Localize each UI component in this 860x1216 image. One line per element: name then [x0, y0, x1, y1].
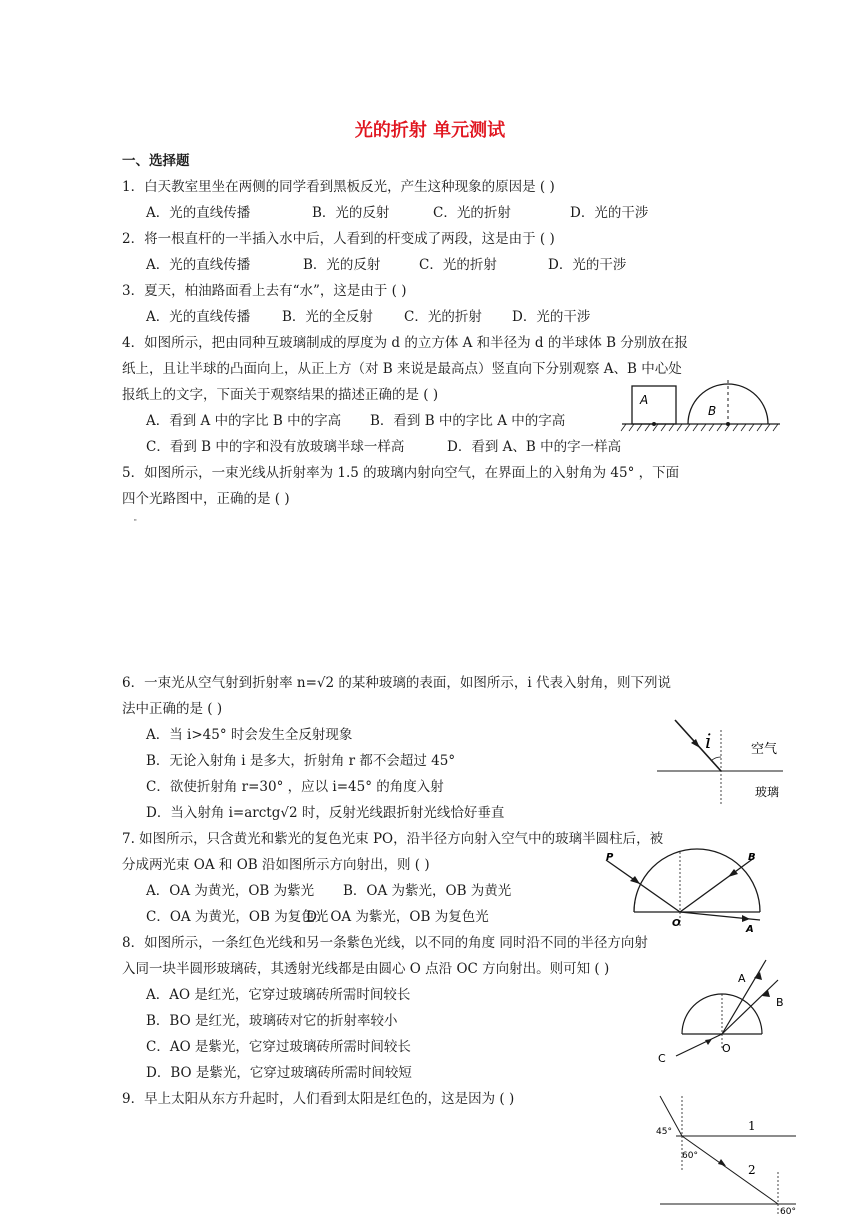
point-o-label: O [672, 918, 681, 929]
q1-option-d: D．光的干涉 [570, 205, 649, 221]
point-b-label: B [748, 852, 756, 863]
point-a-label: A [746, 924, 754, 935]
ray-po [606, 860, 680, 912]
q1-option-c: C．光的折射 [433, 205, 511, 221]
q4-option-d: D．看到 A、B 中的字一样高 [447, 439, 622, 455]
label-c: C [658, 1052, 666, 1065]
point-p-label: P [606, 852, 614, 863]
q7-option-b: B．OA 为紫光，OB 为黄光 [343, 883, 512, 899]
q7-figure [600, 848, 770, 934]
ray-through [682, 1136, 778, 1204]
q7-option-a: A．OA 为黄光，OB 为紫光 [146, 883, 315, 899]
q4-line-1: 4．如图所示，把由同种互玻璃制成的厚度为 d 的立方体 A 和半径为 d 的半球体 B 分别放在报 [122, 335, 688, 351]
q6-figure [655, 708, 785, 808]
q8-option-b: B．BO 是红光，玻璃砖对它的折射率较小 [146, 1013, 398, 1029]
q5-line-2: 四个光路图中，正确的是 ( ) [122, 491, 290, 507]
q7-line-1: 7. 如图所示，只含黄光和紫光的复色光束 PO，沿半径方向射入空气中的玻璃半圆柱后，被 [122, 831, 664, 847]
cube-a [632, 386, 676, 424]
q6-option-c: C．欲使折射角 r=30° ，应以 i=45° 的角度入射 [146, 779, 444, 795]
q6-option-a: A．当 i>45° 时会发生全反射现象 [146, 727, 353, 743]
q6-option-d: D．当入射角 i=arctg√2 时，反射光线跟折射光线恰好垂直 [146, 805, 505, 821]
q3-stem: 3．夏天，柏油路面看上去有“水”，这是由于 ( ) [122, 283, 407, 299]
q3-option-d: D．光的干涉 [512, 309, 591, 325]
q7-option-d: D．OA 为紫光，OB 为复色光 [306, 909, 489, 925]
cube-label: A [640, 393, 649, 407]
q6-option-b: B．无论入射角 i 是多大，折射角 r 都不会超过 45° [146, 753, 456, 769]
ray-b [722, 980, 778, 1034]
hemisphere-label: B [708, 404, 717, 418]
q8-line-1: 8．如图所示，一条红色光线和另一条紫色光线，以不同的角度 同时沿不同的半径方向射 [122, 935, 648, 951]
q4-line-2: 纸上，且让半球的凸面向上，从正上方（对 B 来说是最高点）竖直向下分别观察 A、B 中心处 [122, 361, 682, 377]
label-a: A [738, 972, 746, 985]
q2-stem: 2．将一根直杆的一半插入水中后，人看到的杆变成了两段，这是由于 ( ) [122, 231, 555, 247]
q3-option-b: B．光的全反射 [282, 309, 373, 325]
ray-ob [680, 858, 754, 912]
q6-line-1: 6．一束光从空气射到折射率 n=√2 的某种玻璃的表面，如图所示，i 代表入射角，则下列说 [122, 675, 671, 691]
q4-option-b: B．看到 B 中的字比 A 中的字高 [370, 413, 566, 429]
q8-option-c: C．AO 是紫光，它穿过玻璃砖所需时间较长 [146, 1039, 411, 1055]
q4-line-3: 报纸上的文字，下面关于观察结果的描述正确的是 ( ) [122, 387, 439, 403]
q4-option-c: C．看到 B 中的字和没有放玻璃半球一样高 [146, 439, 405, 455]
q1-stem: 1．白天教室里坐在两侧的同学看到黑板反光，产生这种现象的原因是 ( ) [122, 179, 555, 195]
q7-option-c: C．OA 为黄光，OB 为复色光 [146, 909, 329, 925]
q9-figure [654, 1092, 800, 1216]
q4-option-a: A．看到 A 中的字比 B 中的字高 [146, 413, 342, 429]
q3-option-a: A．光的直线传播 [146, 309, 251, 325]
q4-figure [618, 360, 783, 436]
q9-line-1: 9．早上太阳从东方升起时，人们看到太阳是红色的，这是因为 ( ) [122, 1091, 515, 1107]
q8-figure [650, 958, 795, 1068]
q8-line-2: 入同一块半圆形玻璃砖，其透射光线都是由圆心 O 点沿 OC 方向射出。则可知 ( ) [122, 961, 610, 977]
layer-1-label: 1 [748, 1119, 756, 1133]
angle-45-label: 45° [656, 1127, 672, 1137]
label-o: O [722, 1042, 731, 1055]
q3-option-c: C．光的折射 [404, 309, 482, 325]
q1-option-b: B．光的反射 [312, 205, 390, 221]
layer-2-label: 2 [748, 1163, 756, 1177]
glass-label: 玻璃 [755, 785, 780, 799]
air-label: 空气 [751, 742, 778, 757]
q5-image-placeholder-mark: " [134, 519, 137, 526]
q2-option-c: C．光的折射 [419, 257, 497, 273]
label-b: B [776, 996, 784, 1009]
q2-option-a: A．光的直线传播 [146, 257, 251, 273]
q7-line-2: 分成两光束 OA 和 OB 沿如图所示方向射出，则 ( ) [122, 857, 430, 873]
q8-option-d: D．BO 是紫光，它穿过玻璃砖所需时间较短 [146, 1065, 412, 1081]
section-heading: 一、选择题 [122, 153, 190, 169]
ray-c [676, 1034, 722, 1056]
angle-i-label: i [705, 729, 712, 753]
q5-line-1: 5．如图所示，一束光线从折射率为 1.5 的玻璃内射向空气，在界面上的入射角为 45° ，下面 [122, 465, 680, 481]
q8-option-a: A．AO 是红光，它穿过玻璃砖所需时间较长 [146, 987, 411, 1003]
page-title: 光的折射 单元测试 [354, 120, 506, 141]
angle-60-label-2: 60° [780, 1207, 796, 1216]
q2-option-d: D．光的干涉 [548, 257, 627, 273]
q1-option-a: A．光的直线传播 [146, 205, 251, 221]
semicylinder [634, 849, 760, 912]
q6-line-2: 法中正确的是 ( ) [122, 701, 223, 717]
angle-60-label-1: 60° [682, 1151, 698, 1161]
q2-option-b: B．光的反射 [303, 257, 381, 273]
